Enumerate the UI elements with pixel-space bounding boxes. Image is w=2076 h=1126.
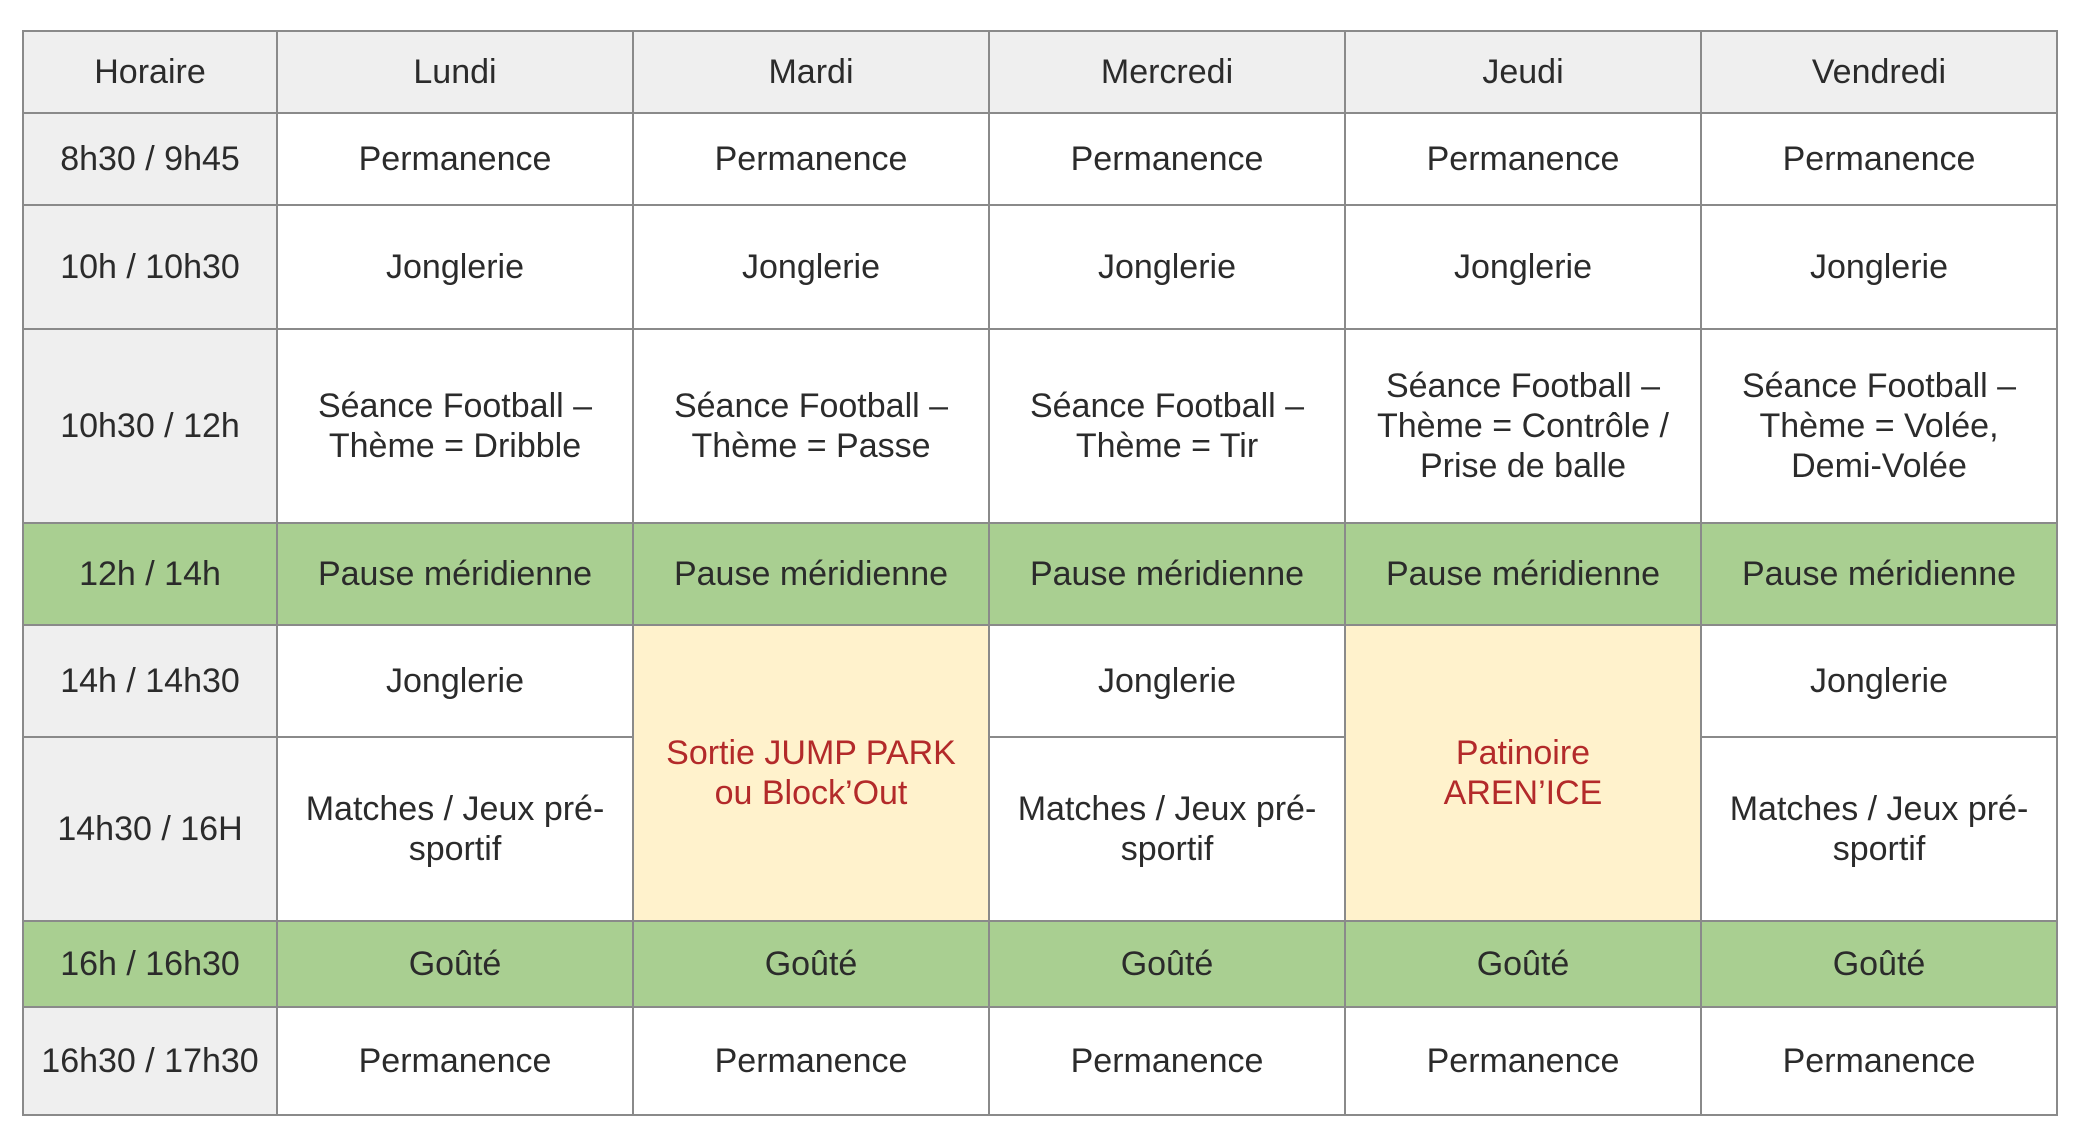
activity-cell: Permanence — [633, 1007, 989, 1115]
header-vendredi: Vendredi — [1701, 31, 2057, 113]
activity-cell: Séance Football – Thème = Contrôle / Prise de balle — [1345, 329, 1701, 523]
time-cell: 14h / 14h30 — [23, 625, 277, 737]
table-row — [23, 1007, 2057, 1115]
activity-cell: Jonglerie — [277, 205, 633, 329]
header-lundi: Lundi — [277, 31, 633, 113]
activity-cell: Jonglerie — [1345, 205, 1701, 329]
header-mardi: Mardi — [633, 31, 989, 113]
activity-cell: Séance Football – Thème = Volée, Demi-Volée — [1701, 329, 2057, 523]
time-cell: 16h / 16h30 — [23, 921, 277, 1007]
header-horaire: Horaire — [23, 31, 277, 113]
activity-cell: Goûté — [1345, 921, 1701, 1007]
table-row — [23, 329, 2057, 523]
activity-cell: Permanence — [277, 113, 633, 205]
activity-cell: Permanence — [633, 113, 989, 205]
table-row — [23, 921, 2057, 1007]
activity-cell: Pause méridienne — [989, 523, 1345, 625]
activity-cell: Pause méridienne — [1345, 523, 1701, 625]
activity-cell: Pause méridienne — [633, 523, 989, 625]
header-row — [23, 31, 2057, 113]
activity-cell: Séance Football – Thème = Dribble — [277, 329, 633, 523]
weekly-schedule-table — [22, 30, 2058, 1116]
activity-cell: Permanence — [1701, 1007, 2057, 1115]
time-cell: 10h / 10h30 — [23, 205, 277, 329]
activity-cell: Permanence — [1345, 113, 1701, 205]
activity-cell: Jonglerie — [1701, 205, 2057, 329]
time-cell: 14h30 / 16H — [23, 737, 277, 921]
activity-cell: Jonglerie — [989, 205, 1345, 329]
activity-cell: Goûté — [633, 921, 989, 1007]
outing-cell-jeudi: Patinoire AREN’ICE — [1345, 625, 1701, 921]
time-cell: 16h30 / 17h30 — [23, 1007, 277, 1115]
table-row — [23, 523, 2057, 625]
activity-cell: Goûté — [1701, 921, 2057, 1007]
time-cell: 8h30 / 9h45 — [23, 113, 277, 205]
activity-cell: Séance Football – Thème = Passe — [633, 329, 989, 523]
activity-cell: Jonglerie — [633, 205, 989, 329]
time-cell: 12h / 14h — [23, 523, 277, 625]
outing-cell-mardi: Sortie JUMP PARK ou Block’Out — [633, 625, 989, 921]
table-row — [23, 737, 2057, 921]
activity-cell: Matches / Jeux pré- sportif — [277, 737, 633, 921]
header-jeudi: Jeudi — [1345, 31, 1701, 113]
activity-cell: Matches / Jeux pré- sportif — [989, 737, 1345, 921]
activity-cell: Pause méridienne — [1701, 523, 2057, 625]
activity-cell: Séance Football – Thème = Tir — [989, 329, 1345, 523]
table-row — [23, 113, 2057, 205]
table-row — [23, 205, 2057, 329]
activity-cell: Permanence — [1701, 113, 2057, 205]
activity-cell: Jonglerie — [989, 625, 1345, 737]
activity-cell: Goûté — [277, 921, 633, 1007]
activity-cell: Jonglerie — [1701, 625, 2057, 737]
activity-cell: Goûté — [989, 921, 1345, 1007]
activity-cell: Matches / Jeux pré- sportif — [1701, 737, 2057, 921]
activity-cell: Jonglerie — [277, 625, 633, 737]
time-cell: 10h30 / 12h — [23, 329, 277, 523]
table-row — [23, 625, 2057, 737]
activity-cell: Pause méridienne — [277, 523, 633, 625]
activity-cell: Permanence — [989, 1007, 1345, 1115]
header-mercredi: Mercredi — [989, 31, 1345, 113]
activity-cell: Permanence — [989, 113, 1345, 205]
activity-cell: Permanence — [1345, 1007, 1701, 1115]
activity-cell: Permanence — [277, 1007, 633, 1115]
